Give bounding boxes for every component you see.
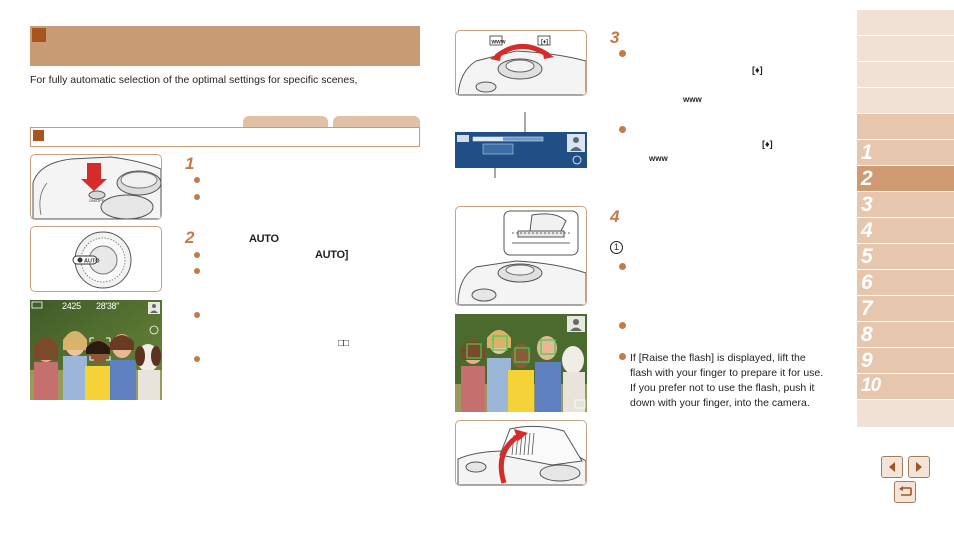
figure-raise-flash bbox=[455, 420, 587, 486]
zoom-lever-illustration bbox=[456, 31, 587, 96]
step-number-2: 2 bbox=[185, 228, 195, 247]
next-page-button[interactable] bbox=[908, 456, 930, 478]
circled-number-1: 1 bbox=[610, 241, 623, 254]
svg-text:[♦]: [♦] bbox=[541, 39, 549, 46]
sidebar-chapter-5[interactable] bbox=[857, 244, 954, 270]
photo-kids-lcd bbox=[30, 300, 162, 400]
sidebar-chapter-1[interactable] bbox=[857, 140, 954, 166]
wide-icon-2: www bbox=[649, 154, 668, 163]
flash-line-3: If you prefer not to use the flash, push it bbox=[630, 382, 815, 394]
sidebar-chapter-3[interactable] bbox=[857, 192, 954, 218]
flash-bullet bbox=[619, 353, 626, 360]
sidebar-chapter-4[interactable] bbox=[857, 218, 954, 244]
svg-text:ON/OFF: ON/OFF bbox=[89, 198, 105, 203]
prev-page-button[interactable] bbox=[881, 456, 903, 478]
step4-bullet-1 bbox=[619, 263, 626, 270]
camera-top-illustration bbox=[31, 155, 162, 220]
step-number-1: 1 bbox=[185, 154, 195, 173]
step2-bullet-4 bbox=[194, 356, 200, 362]
subsection-marker bbox=[33, 130, 44, 141]
raise-flash-illustration bbox=[456, 421, 587, 486]
flash-instructions bbox=[630, 351, 850, 411]
step3-bullet-1 bbox=[619, 50, 626, 57]
step2-bullet-1 bbox=[194, 252, 200, 258]
svg-text:www: www bbox=[491, 39, 506, 46]
chapter-label-2: 2 bbox=[861, 167, 872, 190]
step1-bullet-1 bbox=[194, 177, 200, 183]
sidebar-chapter-10[interactable] bbox=[857, 374, 954, 400]
step2-bullet-3 bbox=[194, 312, 200, 318]
tele-icon-2: [♦] bbox=[762, 139, 773, 149]
mode-tab-still bbox=[243, 116, 328, 127]
shutter-press-illustration bbox=[456, 207, 587, 306]
sidebar-tab-advanced-guide[interactable] bbox=[857, 114, 954, 140]
kids-focus-photo-illustration bbox=[455, 314, 587, 412]
wide-icon: www bbox=[683, 95, 702, 104]
step-number-4: 4 bbox=[610, 207, 620, 226]
step3-bullet-2 bbox=[619, 126, 626, 133]
chapter-label-9: 9 bbox=[861, 349, 872, 372]
chapter-label-3: 3 bbox=[861, 193, 872, 216]
step-number-3: 3 bbox=[610, 28, 620, 47]
figure-mode-dial bbox=[30, 226, 162, 292]
lcd-recording-time: 28'38" bbox=[96, 301, 120, 311]
sidebar-chapter-6[interactable] bbox=[857, 270, 954, 296]
chapter-label-6: 6 bbox=[861, 271, 872, 294]
chapter-label-1: 1 bbox=[861, 141, 872, 164]
sidebar-tab-basic-guide[interactable] bbox=[857, 88, 954, 114]
flash-line-4: down with your finger, into the camera. bbox=[630, 397, 810, 409]
figure-zoom-lever bbox=[455, 30, 587, 96]
mode-tab-movie bbox=[333, 116, 420, 127]
sidebar-tab-contents[interactable] bbox=[857, 62, 954, 88]
title-marker bbox=[32, 28, 46, 42]
svg-text:AUTO: AUTO bbox=[84, 258, 100, 265]
arrow-left-icon bbox=[886, 461, 898, 473]
sidebar-tab-index[interactable] bbox=[857, 400, 954, 428]
sidebar-chapter-7[interactable] bbox=[857, 296, 954, 322]
kids-photo-illustration bbox=[30, 300, 162, 400]
step4-bullet-2 bbox=[619, 322, 626, 329]
auto-mode-label-bracket: AUTO] bbox=[315, 249, 349, 261]
sidebar-chapter-9[interactable] bbox=[857, 348, 954, 374]
return-button[interactable] bbox=[894, 481, 916, 503]
zoom-bar-lcd-illustration bbox=[455, 110, 587, 190]
chapter-label-5: 5 bbox=[861, 245, 872, 268]
figure-power-button bbox=[30, 154, 162, 220]
sidebar-tab-cover[interactable] bbox=[857, 10, 954, 36]
sidebar-tab-before-use[interactable] bbox=[857, 36, 954, 62]
chapter-label-10: 10 bbox=[861, 375, 881, 396]
page-reference-book-icon[interactable]: □□ bbox=[338, 338, 349, 349]
subsection-bar bbox=[30, 127, 420, 147]
arrow-right-icon bbox=[913, 461, 925, 473]
sidebar-chapter-8[interactable] bbox=[857, 322, 954, 348]
figure-shutter-press bbox=[455, 206, 587, 306]
lcd-shots-remaining: 2425 bbox=[62, 301, 81, 311]
intro-text: For fully automatic selection of the optimal settings for specific scenes, bbox=[30, 74, 358, 86]
auto-mode-label: AUTO bbox=[249, 233, 279, 245]
chapter-label-7: 7 bbox=[861, 297, 872, 320]
step1-bullet-2 bbox=[194, 194, 200, 200]
flash-line-1: If [Raise the flash] is displayed, lift the bbox=[630, 352, 806, 364]
sidebar-chapter-2[interactable] bbox=[857, 166, 954, 192]
return-arrow-icon bbox=[898, 486, 912, 498]
tele-icon: [♦] bbox=[752, 65, 763, 75]
flash-line-2: flash with your finger to prepare it for use. bbox=[630, 367, 824, 379]
mode-dial-illustration bbox=[31, 227, 162, 292]
step2-bullet-2 bbox=[194, 268, 200, 274]
section-title-bar bbox=[30, 26, 420, 66]
photo-kids-focus bbox=[455, 314, 587, 412]
chapter-label-8: 8 bbox=[861, 323, 872, 346]
chapter-label-4: 4 bbox=[861, 219, 872, 242]
